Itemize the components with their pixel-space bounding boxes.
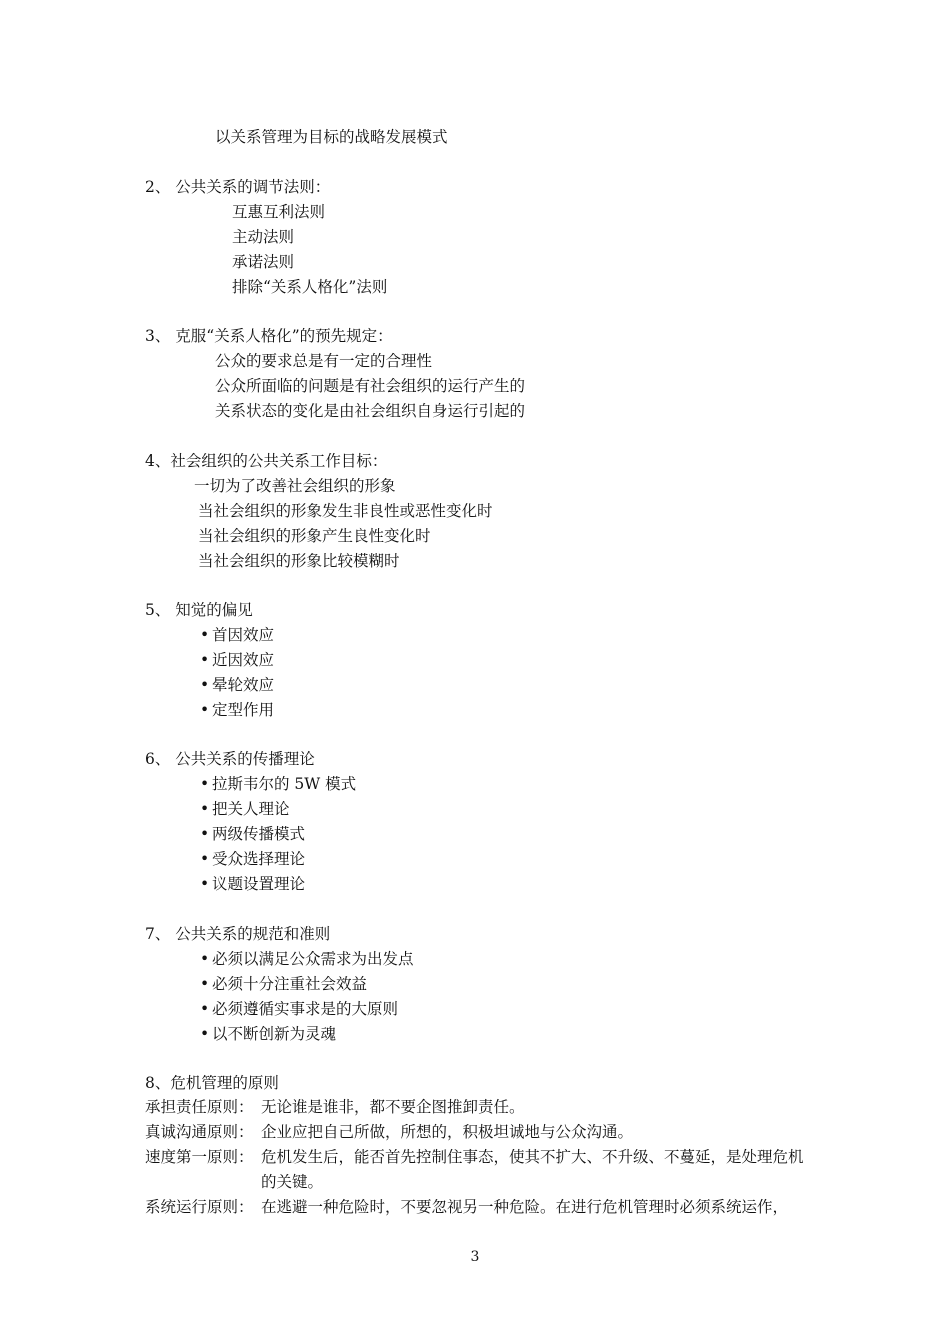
bullet-icon: •: [200, 626, 210, 644]
bullet-item: • 拉斯韦尔的 5W 模式: [200, 775, 357, 793]
list-item: 主动法则: [232, 228, 295, 246]
list-item: 关系状态的变化是由社会组织自身运行引起的: [215, 402, 526, 420]
bullet-item: • 必须遵循实事求是的大原则: [200, 1000, 399, 1018]
section-8-title: 8、危机管理的原则: [145, 1074, 279, 1092]
section-6-title: 6、 公共关系的传播理论: [145, 750, 315, 768]
list-item: 当社会组织的形象比较模糊时: [198, 552, 400, 570]
bullet-item: • 受众选择理论: [200, 850, 306, 868]
list-item: 一切为了改善社会组织的形象: [194, 477, 396, 495]
top-line: 以关系管理为目标的战略发展模式: [215, 128, 448, 146]
list-item: 公众的要求总是有一定的合理性: [215, 352, 433, 370]
list-item: 互惠互利法则: [232, 203, 326, 221]
bullet-icon: •: [200, 875, 210, 893]
bullet-icon: •: [200, 950, 210, 968]
bullet-icon: •: [200, 800, 210, 818]
principle-definition: [145, 1095, 810, 1120]
bullet-icon: •: [200, 825, 210, 843]
bullet-item: • 议题设置理论: [200, 875, 306, 893]
page-number: 3: [470, 1249, 480, 1265]
list-item: 排除“关系人格化”法则: [232, 278, 388, 296]
principle-term: 真诚沟通原则：: [145, 1123, 254, 1141]
bullet-item: • 把关人理论: [200, 800, 290, 818]
principle-body: 在逃避一种危险时，不要忽视另一种危险。在进行危机管理时必须系统运作，: [261, 1198, 789, 1216]
section-3-title: 3、 克服“关系人格化”的预先规定：: [145, 327, 393, 345]
section-4-title: 4、社会组织的公共关系工作目标：: [145, 452, 388, 470]
bullet-item: • 必须以满足公众需求为出发点: [200, 950, 414, 968]
bullet-icon: •: [200, 975, 210, 993]
bullet-icon: •: [200, 676, 210, 694]
principle-definition: [145, 1195, 810, 1220]
principle-body: 危机发生后，能否首先控制住事态，使其不扩大、不升级、不蔓延，是处理危机的关键。: [261, 1148, 804, 1191]
bullet-icon: •: [200, 1025, 210, 1043]
principle-body: 无论谁是谁非，都不要企图推卸责任。: [261, 1098, 525, 1116]
principle-term: 系统运行原则：: [145, 1198, 254, 1216]
bullet-icon: •: [200, 701, 210, 719]
list-item: 当社会组织的形象产生良性变化时: [198, 527, 431, 545]
bullet-icon: •: [200, 850, 210, 868]
principle-term: 速度第一原则：: [145, 1148, 254, 1166]
bullet-item: • 定型作用: [200, 701, 275, 719]
section-2-title: 2、 公共关系的调节法则：: [145, 178, 331, 196]
bullet-icon: •: [200, 1000, 210, 1018]
bullet-item: • 必须十分注重社会效益: [200, 975, 368, 993]
bullet-item: • 近因效应: [200, 651, 275, 669]
list-item: 公众所面临的问题是有社会组织的运行产生的: [215, 377, 526, 395]
bullet-item: • 以不断创新为灵魂: [200, 1025, 337, 1043]
section-7-title: 7、 公共关系的规范和准则: [145, 925, 331, 943]
principle-body: 企业应把自己所做，所想的，积极坦诚地与公众沟通。: [261, 1123, 634, 1141]
section-5-title: 5、 知觉的偏见: [145, 601, 253, 619]
principle-definition: [145, 1120, 810, 1145]
bullet-item: • 首因效应: [200, 626, 275, 644]
bullet-icon: •: [200, 775, 210, 793]
bullet-icon: •: [200, 651, 210, 669]
principle-definition: [145, 1145, 810, 1195]
principle-term: 承担责任原则：: [145, 1098, 254, 1116]
bullet-item: • 两级传播模式: [200, 825, 306, 843]
list-item: 当社会组织的形象发生非良性或恶性变化时: [198, 502, 493, 520]
list-item: 承诺法则: [232, 253, 295, 271]
bullet-item: • 晕轮效应: [200, 676, 275, 694]
